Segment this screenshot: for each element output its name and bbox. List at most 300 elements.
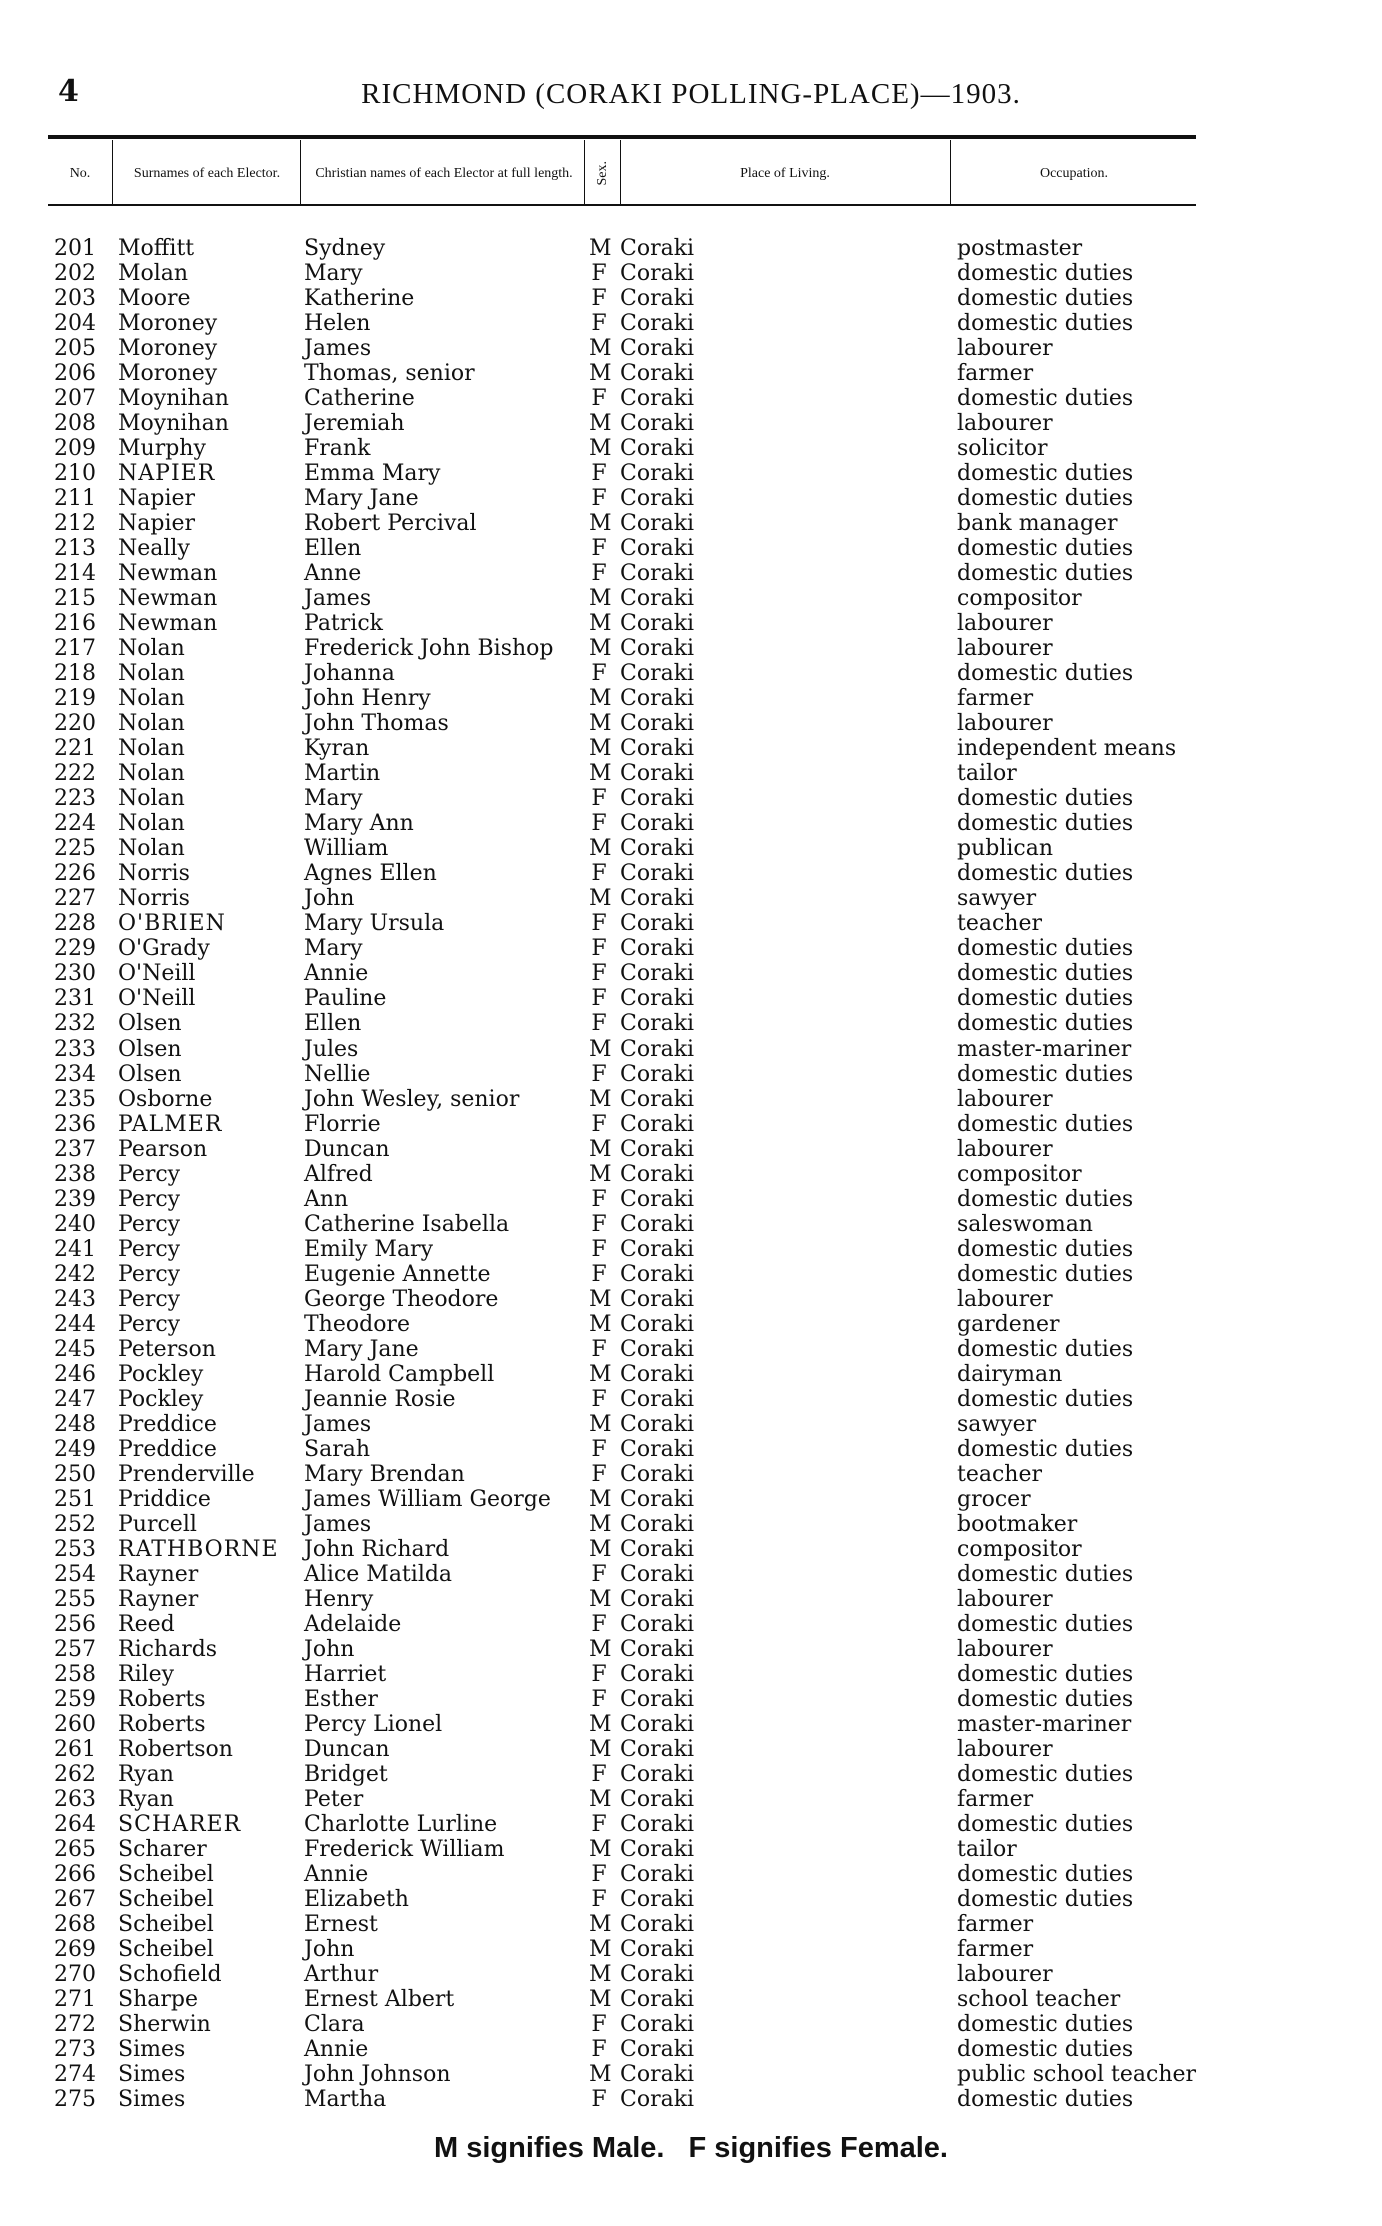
elector-surname: Purcell xyxy=(118,1511,197,1537)
elector-sex: M xyxy=(589,1286,612,1312)
header-place: Place of Living. xyxy=(740,165,830,181)
elector-number: 237 xyxy=(54,1136,96,1162)
elector-sex: F xyxy=(591,2012,607,2038)
elector-sex: F xyxy=(591,1561,607,1587)
elector-occupation: labourer xyxy=(957,411,1053,437)
elector-occupation: domestic duties xyxy=(957,1386,1134,1412)
header-christian: Christian names of each Elector at full length. xyxy=(315,165,573,181)
elector-christian-names: Frederick John Bishop xyxy=(304,636,554,662)
elector-surname: RATHBORNE xyxy=(118,1536,279,1562)
elector-sex: M xyxy=(589,1937,612,1963)
elector-christian-names: Helen xyxy=(304,311,371,337)
table-row xyxy=(0,561,1382,586)
elector-christian-names: John xyxy=(304,886,355,912)
elector-number: 259 xyxy=(54,1686,96,1712)
elector-surname: Rayner xyxy=(118,1561,199,1587)
elector-number: 261 xyxy=(54,1736,96,1762)
elector-sex: M xyxy=(589,1511,612,1537)
elector-christian-names: Ann xyxy=(304,1186,349,1212)
elector-number: 258 xyxy=(54,1661,96,1687)
elector-christian-names: James xyxy=(304,336,372,362)
elector-christian-names: Ellen xyxy=(304,536,362,562)
elector-place: Coraki xyxy=(620,636,695,662)
elector-place: Coraki xyxy=(620,911,695,937)
elector-surname: Norris xyxy=(118,861,190,887)
elector-christian-names: Mary Brendan xyxy=(304,1461,465,1487)
elector-number: 250 xyxy=(54,1461,96,1487)
table-row xyxy=(0,1412,1382,1437)
elector-surname: Moroney xyxy=(118,336,218,362)
elector-surname: O'BRIEN xyxy=(118,911,226,937)
elector-sex: M xyxy=(589,361,612,387)
elector-place: Coraki xyxy=(620,661,695,687)
elector-christian-names: James xyxy=(304,1411,372,1437)
elector-sex: M xyxy=(589,436,612,462)
elector-number: 213 xyxy=(54,536,96,562)
elector-christian-names: Emily Mary xyxy=(304,1236,434,1262)
elector-surname: Sherwin xyxy=(118,2012,211,2038)
table-row xyxy=(0,286,1382,311)
elector-christian-names: Emma Mary xyxy=(304,461,441,487)
elector-place: Coraki xyxy=(620,1061,695,1087)
elector-christian-names: Kyran xyxy=(304,736,370,762)
table-row xyxy=(0,1712,1382,1737)
header-occupation: Occupation. xyxy=(1039,165,1109,181)
elector-sex: M xyxy=(589,1136,612,1162)
elector-surname: Nolan xyxy=(118,711,185,737)
elector-place: Coraki xyxy=(620,936,695,962)
elector-place: Coraki xyxy=(620,1962,695,1988)
elector-place: Coraki xyxy=(620,1011,695,1037)
elector-place: Coraki xyxy=(620,1386,695,1412)
elector-occupation: farmer xyxy=(957,1912,1034,1938)
elector-surname: O'Neill xyxy=(118,961,196,987)
elector-number: 254 xyxy=(54,1561,96,1587)
elector-place: Coraki xyxy=(620,1536,695,1562)
elector-christian-names: Jules xyxy=(304,1036,359,1062)
table-row xyxy=(0,1037,1382,1062)
elector-surname: Newman xyxy=(118,586,218,612)
elector-christian-names: Mary Jane xyxy=(304,486,419,512)
elector-christian-names: John Thomas xyxy=(304,711,449,737)
table-row xyxy=(0,1537,1382,1562)
elector-surname: Percy xyxy=(118,1286,181,1312)
elector-christian-names: Alice Matilda xyxy=(304,1561,453,1587)
elector-surname: Pockley xyxy=(118,1361,204,1387)
elector-occupation: farmer xyxy=(957,686,1034,712)
elector-sex: M xyxy=(589,1036,612,1062)
elector-number: 238 xyxy=(54,1161,96,1187)
elector-sex: F xyxy=(591,961,607,987)
elector-number: 256 xyxy=(54,1611,96,1637)
header-no: No. xyxy=(69,165,91,181)
elector-christian-names: Thomas, senior xyxy=(304,361,475,387)
elector-surname: Norris xyxy=(118,886,190,912)
elector-christian-names: John xyxy=(304,1636,355,1662)
elector-surname: Napier xyxy=(118,511,196,537)
elector-occupation: labourer xyxy=(957,1736,1053,1762)
elector-number: 202 xyxy=(54,261,96,287)
elector-occupation: labourer xyxy=(957,611,1053,637)
elector-christian-names: Henry xyxy=(304,1586,374,1612)
table-row xyxy=(0,711,1382,736)
elector-surname: Percy xyxy=(118,1311,181,1337)
elector-surname: Peterson xyxy=(118,1336,216,1362)
elector-number: 210 xyxy=(54,461,96,487)
elector-sex: F xyxy=(591,261,607,287)
page-title: RICHMOND (CORAKI POLLING-PLACE)—1903. xyxy=(361,78,1021,110)
table-row xyxy=(0,1087,1382,1112)
table-row xyxy=(0,1112,1382,1137)
elector-christian-names: James William George xyxy=(304,1486,551,1512)
elector-occupation: domestic duties xyxy=(957,1811,1134,1837)
elector-number: 269 xyxy=(54,1937,96,1963)
elector-number: 226 xyxy=(54,861,96,887)
elector-christian-names: Alfred xyxy=(304,1161,373,1187)
elector-surname: NAPIER xyxy=(118,461,216,487)
elector-christian-names: Ernest xyxy=(304,1912,378,1938)
elector-place: Coraki xyxy=(620,786,695,812)
elector-occupation: school teacher xyxy=(957,1987,1121,2013)
elector-sex: M xyxy=(589,236,612,261)
table-row xyxy=(0,1437,1382,1462)
elector-occupation: domestic duties xyxy=(957,936,1134,962)
elector-number: 244 xyxy=(54,1311,96,1337)
elector-surname: Percy xyxy=(118,1161,181,1187)
elector-occupation: tailor xyxy=(957,761,1017,787)
elector-sex: M xyxy=(589,836,612,862)
elector-place: Coraki xyxy=(620,1186,695,1212)
elector-occupation: domestic duties xyxy=(957,961,1134,987)
table-row xyxy=(0,836,1382,861)
table-row xyxy=(0,1587,1382,1612)
elector-number: 221 xyxy=(54,736,96,762)
table-row xyxy=(0,1637,1382,1662)
elector-place: Coraki xyxy=(620,1636,695,1662)
elector-christian-names: William xyxy=(304,836,389,862)
elector-christian-names: Jeannie Rosie xyxy=(304,1386,456,1412)
elector-sex: F xyxy=(591,936,607,962)
table-row xyxy=(0,1212,1382,1237)
elector-christian-names: John Henry xyxy=(304,686,431,712)
elector-sex: F xyxy=(591,461,607,487)
elector-place: Coraki xyxy=(620,1987,695,2013)
table-row xyxy=(0,436,1382,461)
elector-occupation: domestic duties xyxy=(957,1887,1134,1913)
elector-number: 270 xyxy=(54,1962,96,1988)
elector-number: 262 xyxy=(54,1761,96,1787)
elector-sex: F xyxy=(591,2087,607,2113)
table-row xyxy=(0,961,1382,986)
elector-sex: F xyxy=(591,1186,607,1212)
elector-christian-names: Mary Jane xyxy=(304,1336,419,1362)
elector-surname: Moffitt xyxy=(118,236,195,261)
table-row xyxy=(0,1137,1382,1162)
elector-place: Coraki xyxy=(620,736,695,762)
elector-occupation: teacher xyxy=(957,1461,1043,1487)
elector-occupation: domestic duties xyxy=(957,786,1134,812)
elector-occupation: domestic duties xyxy=(957,1011,1134,1037)
elector-number: 205 xyxy=(54,336,96,362)
elector-occupation: grocer xyxy=(957,1486,1031,1512)
elector-sex: F xyxy=(591,1461,607,1487)
table-row xyxy=(0,1762,1382,1787)
elector-occupation: bootmaker xyxy=(957,1511,1078,1537)
elector-christian-names: Jeremiah xyxy=(304,411,405,437)
elector-place: Coraki xyxy=(620,1486,695,1512)
elector-place: Coraki xyxy=(620,1736,695,1762)
elector-place: Coraki xyxy=(620,1661,695,1687)
table-row xyxy=(0,2012,1382,2037)
table-row xyxy=(0,1162,1382,1187)
elector-number: 207 xyxy=(54,386,96,412)
elector-place: Coraki xyxy=(620,1711,695,1737)
elector-place: Coraki xyxy=(620,386,695,412)
elector-christian-names: Annie xyxy=(304,2037,369,2063)
elector-christian-names: Nellie xyxy=(304,1061,371,1087)
table-row xyxy=(0,386,1382,411)
elector-place: Coraki xyxy=(620,336,695,362)
elector-christian-names: Harriet xyxy=(304,1661,387,1687)
elector-christian-names: Mary xyxy=(304,786,363,812)
elector-place: Coraki xyxy=(620,1286,695,1312)
elector-number: 236 xyxy=(54,1111,96,1137)
elector-number: 225 xyxy=(54,836,96,862)
elector-christian-names: Agnes Ellen xyxy=(304,861,437,887)
elector-sex: F xyxy=(591,486,607,512)
elector-occupation: farmer xyxy=(957,1786,1034,1812)
elector-number: 224 xyxy=(54,811,96,837)
elector-sex: F xyxy=(591,1661,607,1687)
elector-number: 265 xyxy=(54,1837,96,1862)
elector-christian-names: James xyxy=(304,1511,372,1537)
elector-surname: Newman xyxy=(118,561,218,587)
elector-occupation: sawyer xyxy=(957,1411,1037,1437)
elector-sex: M xyxy=(589,1736,612,1762)
elector-place: Coraki xyxy=(620,436,695,462)
elector-place: Coraki xyxy=(620,311,695,337)
elector-surname: Pearson xyxy=(118,1136,208,1162)
elector-sex: M xyxy=(589,711,612,737)
header-divider xyxy=(620,140,621,206)
elector-occupation: domestic duties xyxy=(957,486,1134,512)
elector-christian-names: Anne xyxy=(304,561,362,587)
elector-sex: M xyxy=(589,336,612,362)
elector-sex: M xyxy=(589,1311,612,1337)
elector-christian-names: Catherine Isabella xyxy=(304,1211,510,1237)
elector-sex: F xyxy=(591,311,607,337)
elector-occupation: domestic duties xyxy=(957,1761,1134,1787)
elector-occupation: domestic duties xyxy=(957,286,1134,312)
elector-number: 242 xyxy=(54,1261,96,1287)
elector-sex: F xyxy=(591,1686,607,1712)
table-row xyxy=(0,486,1382,511)
elector-surname: O'Neill xyxy=(118,986,196,1012)
elector-occupation: bank manager xyxy=(957,511,1118,537)
elector-place: Coraki xyxy=(620,1461,695,1487)
elector-surname: Roberts xyxy=(118,1686,206,1712)
elector-surname: Scharer xyxy=(118,1837,207,1862)
elector-surname: Roberts xyxy=(118,1711,206,1737)
elector-occupation: public school teacher xyxy=(957,2062,1197,2088)
elector-place: Coraki xyxy=(620,611,695,637)
elector-sex: M xyxy=(589,411,612,437)
elector-surname: Nolan xyxy=(118,661,185,687)
elector-sex: M xyxy=(589,761,612,787)
elector-place: Coraki xyxy=(620,1887,695,1913)
elector-number: 248 xyxy=(54,1411,96,1437)
elector-place: Coraki xyxy=(620,986,695,1012)
elector-occupation: domestic duties xyxy=(957,661,1134,687)
header-rule-bottom xyxy=(48,204,1196,206)
elector-occupation: domestic duties xyxy=(957,2087,1134,2113)
elector-occupation: domestic duties xyxy=(957,986,1134,1012)
elector-sex: M xyxy=(589,736,612,762)
elector-surname: SCHARER xyxy=(118,1811,242,1837)
elector-place: Coraki xyxy=(620,1111,695,1137)
table-row xyxy=(0,1987,1382,2012)
table-row xyxy=(0,1887,1382,1912)
elector-surname: Scheibel xyxy=(118,1887,214,1913)
elector-number: 267 xyxy=(54,1887,96,1913)
elector-occupation: domestic duties xyxy=(957,561,1134,587)
elector-number: 255 xyxy=(54,1586,96,1612)
elector-place: Coraki xyxy=(620,1161,695,1187)
elector-number: 212 xyxy=(54,511,96,537)
elector-number: 216 xyxy=(54,611,96,637)
elector-christian-names: Arthur xyxy=(304,1962,379,1988)
elector-surname: Preddice xyxy=(118,1436,217,1462)
elector-occupation: labourer xyxy=(957,636,1053,662)
table-row xyxy=(0,1237,1382,1262)
table-row xyxy=(0,1837,1382,1862)
table-row xyxy=(0,2087,1382,2112)
elector-occupation: labourer xyxy=(957,1136,1053,1162)
elector-place: Coraki xyxy=(620,461,695,487)
elector-place: Coraki xyxy=(620,811,695,837)
elector-number: 275 xyxy=(54,2087,96,2113)
elector-number: 222 xyxy=(54,761,96,787)
elector-occupation: postmaster xyxy=(957,236,1083,261)
elector-number: 228 xyxy=(54,911,96,937)
elector-place: Coraki xyxy=(620,486,695,512)
elector-sex: M xyxy=(589,586,612,612)
elector-christian-names: Mary Ursula xyxy=(304,911,445,937)
elector-sex: M xyxy=(589,1636,612,1662)
elector-place: Coraki xyxy=(620,1611,695,1637)
elector-place: Coraki xyxy=(620,511,695,537)
elector-sex: M xyxy=(589,1786,612,1812)
elector-occupation: gardener xyxy=(957,1311,1060,1337)
elector-christian-names: Duncan xyxy=(304,1736,390,1762)
elector-place: Coraki xyxy=(620,361,695,387)
elector-number: 235 xyxy=(54,1086,96,1112)
table-row xyxy=(0,636,1382,661)
elector-occupation: domestic duties xyxy=(957,1186,1134,1212)
elector-christian-names: Clara xyxy=(304,2012,365,2038)
table-row xyxy=(0,511,1382,536)
elector-sex: F xyxy=(591,386,607,412)
elector-occupation: domestic duties xyxy=(957,1661,1134,1687)
elector-sex: M xyxy=(589,2062,612,2088)
elector-surname: Rayner xyxy=(118,1586,199,1612)
elector-surname: Percy xyxy=(118,1211,181,1237)
elector-surname: Nolan xyxy=(118,636,185,662)
elector-christian-names: Mary xyxy=(304,261,363,287)
table-row xyxy=(0,1612,1382,1637)
elector-occupation: compositor xyxy=(957,1161,1082,1187)
elector-number: 245 xyxy=(54,1336,96,1362)
elector-number: 243 xyxy=(54,1286,96,1312)
elector-sex: F xyxy=(591,1236,607,1262)
elector-number: 239 xyxy=(54,1186,96,1212)
elector-number: 247 xyxy=(54,1386,96,1412)
elector-christian-names: Patrick xyxy=(304,611,383,637)
elector-place: Coraki xyxy=(620,1411,695,1437)
elector-christian-names: Martin xyxy=(304,761,381,787)
table-row xyxy=(0,661,1382,686)
elector-sex: M xyxy=(589,1962,612,1988)
elector-number: 206 xyxy=(54,361,96,387)
elector-surname: Olsen xyxy=(118,1011,182,1037)
elector-sex: F xyxy=(591,561,607,587)
elector-sex: F xyxy=(591,1211,607,1237)
elector-place: Coraki xyxy=(620,1511,695,1537)
elector-number: 271 xyxy=(54,1987,96,2013)
elector-surname: Nolan xyxy=(118,686,185,712)
table-row xyxy=(0,1562,1382,1587)
elector-place: Coraki xyxy=(620,286,695,312)
elector-occupation: compositor xyxy=(957,586,1082,612)
elector-surname: Nolan xyxy=(118,736,185,762)
table-row xyxy=(0,1737,1382,1762)
header-divider xyxy=(112,140,113,206)
table-row xyxy=(0,886,1382,911)
elector-christian-names: Charlotte Lurline xyxy=(304,1811,498,1837)
elector-sex: F xyxy=(591,1761,607,1787)
elector-sex: M xyxy=(589,1361,612,1387)
elector-number: 246 xyxy=(54,1361,96,1387)
elector-occupation: domestic duties xyxy=(957,1336,1134,1362)
table-row xyxy=(0,1062,1382,1087)
elector-surname: Osborne xyxy=(118,1086,213,1112)
elector-place: Coraki xyxy=(620,561,695,587)
elector-sex: M xyxy=(589,511,612,537)
elector-occupation: domestic duties xyxy=(957,1236,1134,1262)
elector-number: 201 xyxy=(54,236,96,261)
elector-surname: Nolan xyxy=(118,836,185,862)
elector-number: 273 xyxy=(54,2037,96,2063)
elector-place: Coraki xyxy=(620,2062,695,2088)
table-row xyxy=(0,936,1382,961)
elector-number: 263 xyxy=(54,1786,96,1812)
elector-sex: F xyxy=(591,1611,607,1637)
elector-christian-names: Mary Ann xyxy=(304,811,414,837)
elector-surname: Richards xyxy=(118,1636,218,1662)
elector-occupation: domestic duties xyxy=(957,536,1134,562)
elector-surname: Moroney xyxy=(118,311,218,337)
elector-sex: M xyxy=(589,886,612,912)
elector-sex: F xyxy=(591,986,607,1012)
elector-sex: F xyxy=(591,1261,607,1287)
elector-number: 249 xyxy=(54,1436,96,1462)
elector-surname: Moroney xyxy=(118,361,218,387)
elector-occupation: sawyer xyxy=(957,886,1037,912)
elector-christian-names: Sarah xyxy=(304,1436,370,1462)
elector-number: 220 xyxy=(54,711,96,737)
elector-christian-names: Martha xyxy=(304,2087,387,2113)
elector-place: Coraki xyxy=(620,1912,695,1938)
